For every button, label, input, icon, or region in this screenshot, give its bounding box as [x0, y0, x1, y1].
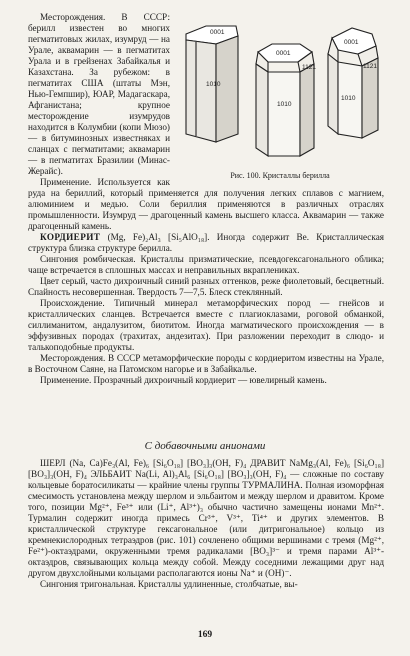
beryl-use-paragraph: Применение. Используется как руда на бериллий, который применяется для получения легких сплавов с магнием, алюминием и медью. Соли бериллия применяются в различных отраслях промышленности. Изумруд — драгоценный камень высшего класса. Аквамарин — также драгоценный камень.	[28, 177, 384, 231]
label-crystal2-prism: 1010	[277, 101, 292, 108]
text-block-lower	[28, 458, 384, 590]
beryl-crystals-illustration	[176, 14, 384, 168]
label-crystal3-pyramid: 1121	[363, 63, 377, 70]
section-heading: С добавочными анионами	[144, 440, 266, 452]
cordierite-deposits-paragraph: Месторождения. В СССР метаморфические породы с кордиеритом известны на Урале, в Восточном Саяне, на Патомском нагорье и в Забайкалье.	[28, 353, 384, 374]
tourmaline-paragraph: ШЕРЛ (Na, Ca)Fe₃(Al, Fe)₆ [Si₆O₁₈] [BO₃]₃(OH, F)₄ ДРАВИТ NaMg₃(Al, Fe)₆ [Si₆O₁₈] [BO₃]₃(OH, F)₄ ЭЛЬБАИТ Na(Li, Al)₃Al₆ [Si₆O₁₈] [BO₃]₃(OH, F)₄ — сложные по составу кольцевые боратосиликаты — крайние члены группы ТУРМАЛИНА. Полная изоморфная смесимость установлена между шерлом и эльбаитом и между шерлом и дравитом. Кроме того, позиции Mg²⁺, Fe³⁺ или (Li⁺, Al³⁺)₃ обычно частично замещены ионами Mn²⁺. Турмалин содержит иногда примесь Cr³⁺, V³⁺, Ti⁴⁺ и других элементов. В кристаллической структуре гексагональное (или дитригональное) кольцо из кремнекислородных тетраэдров (рис. 101) сочленено общими вершинами с тремя (Mg²⁺, Fe²⁺)-октаэдрами, окруженными тремя радикалами [BO₃]³⁻ и тремя парами Al³⁺-октаэдров, связывающих кольца между собой. Между соседними лежащими друг над другом двухслойными кольцами располагаются ионы Na⁺ и (OH)⁻.	[28, 458, 384, 578]
label-crystal3-prism: 1010	[341, 95, 356, 102]
label-crystal1-top: 0001	[210, 29, 225, 36]
cordierite-formula: (Mg, Fe)₂Al₃ [Si₅AlO₁₈]. Иногда содержит Be. Кристаллическая структура близка структуре берилла.	[28, 232, 385, 253]
figure-100	[176, 14, 384, 184]
page-number: 169	[197, 630, 213, 640]
label-crystal2-pyramid: 1121	[302, 64, 316, 71]
text-block-upper	[28, 12, 384, 386]
cordierite-syngony-paragraph: Сингония ромбическая. Кристаллы призматические, псевдогексагонального облика; чаще встречается в сплошных массах и неправильных вкраплениках.	[28, 254, 384, 275]
label-crystal3-top: 0001	[344, 39, 359, 46]
cordierite-formula-paragraph	[28, 232, 384, 254]
cordierite-name: КОРДИЕРИТ	[40, 232, 101, 242]
cordierite-color-paragraph: Цвет серый, часто дихроичный синий разных оттенков, реже фиолетовый, бесцветный. Спайность несовершенная. Твердость 7—7,5. Блеск стеклянный.	[28, 276, 384, 297]
cordierite-use-paragraph: Применение. Прозрачный дихроичный кордиерит — ювелирный камень.	[40, 375, 327, 385]
tourmaline-syngony-paragraph: Сингония тригональная. Кристаллы удлиненные, столбчатые, вы-	[40, 579, 298, 589]
label-crystal2-top: 0001	[276, 50, 291, 57]
beryl-deposits-paragraph: Месторождения. В СССР: берилл известен во многих пегматитовых жилах, изумруд — на Урале, аквамарин — в пегматитах Урала и в грейзенах Забайкалья и Казахстана. За рубежом: в пегматитах США (штаты Мэн, Нью-Гемпшир), ЮАР, Мадагаскара, Афганистана; крупное месторождение изумрудов находится в Колумбии (копи Мюзо) — в битуминозных известняках и сланцах с пегматитами; аквамарин — в пегматитах Бразилии (Минас-Жерайс).	[28, 12, 170, 176]
label-crystal1-prism: 1010	[206, 81, 221, 88]
cordierite-origin-paragraph: Происхождение. Типичный минерал метаморфических пород — гнейсов и кристаллических сланцев. Встречается вместе с плагиоклазами, роговой обманкой, силлиманитом, андалузитом, биотитом. Иногда магматического происхождения — в эффузивных породах (трахитах, андезитах). При разложении переходит в слюдо- и талькоподобные продукты.	[28, 298, 384, 352]
figure-caption: Рис. 100. Кристаллы берилла	[230, 171, 330, 180]
